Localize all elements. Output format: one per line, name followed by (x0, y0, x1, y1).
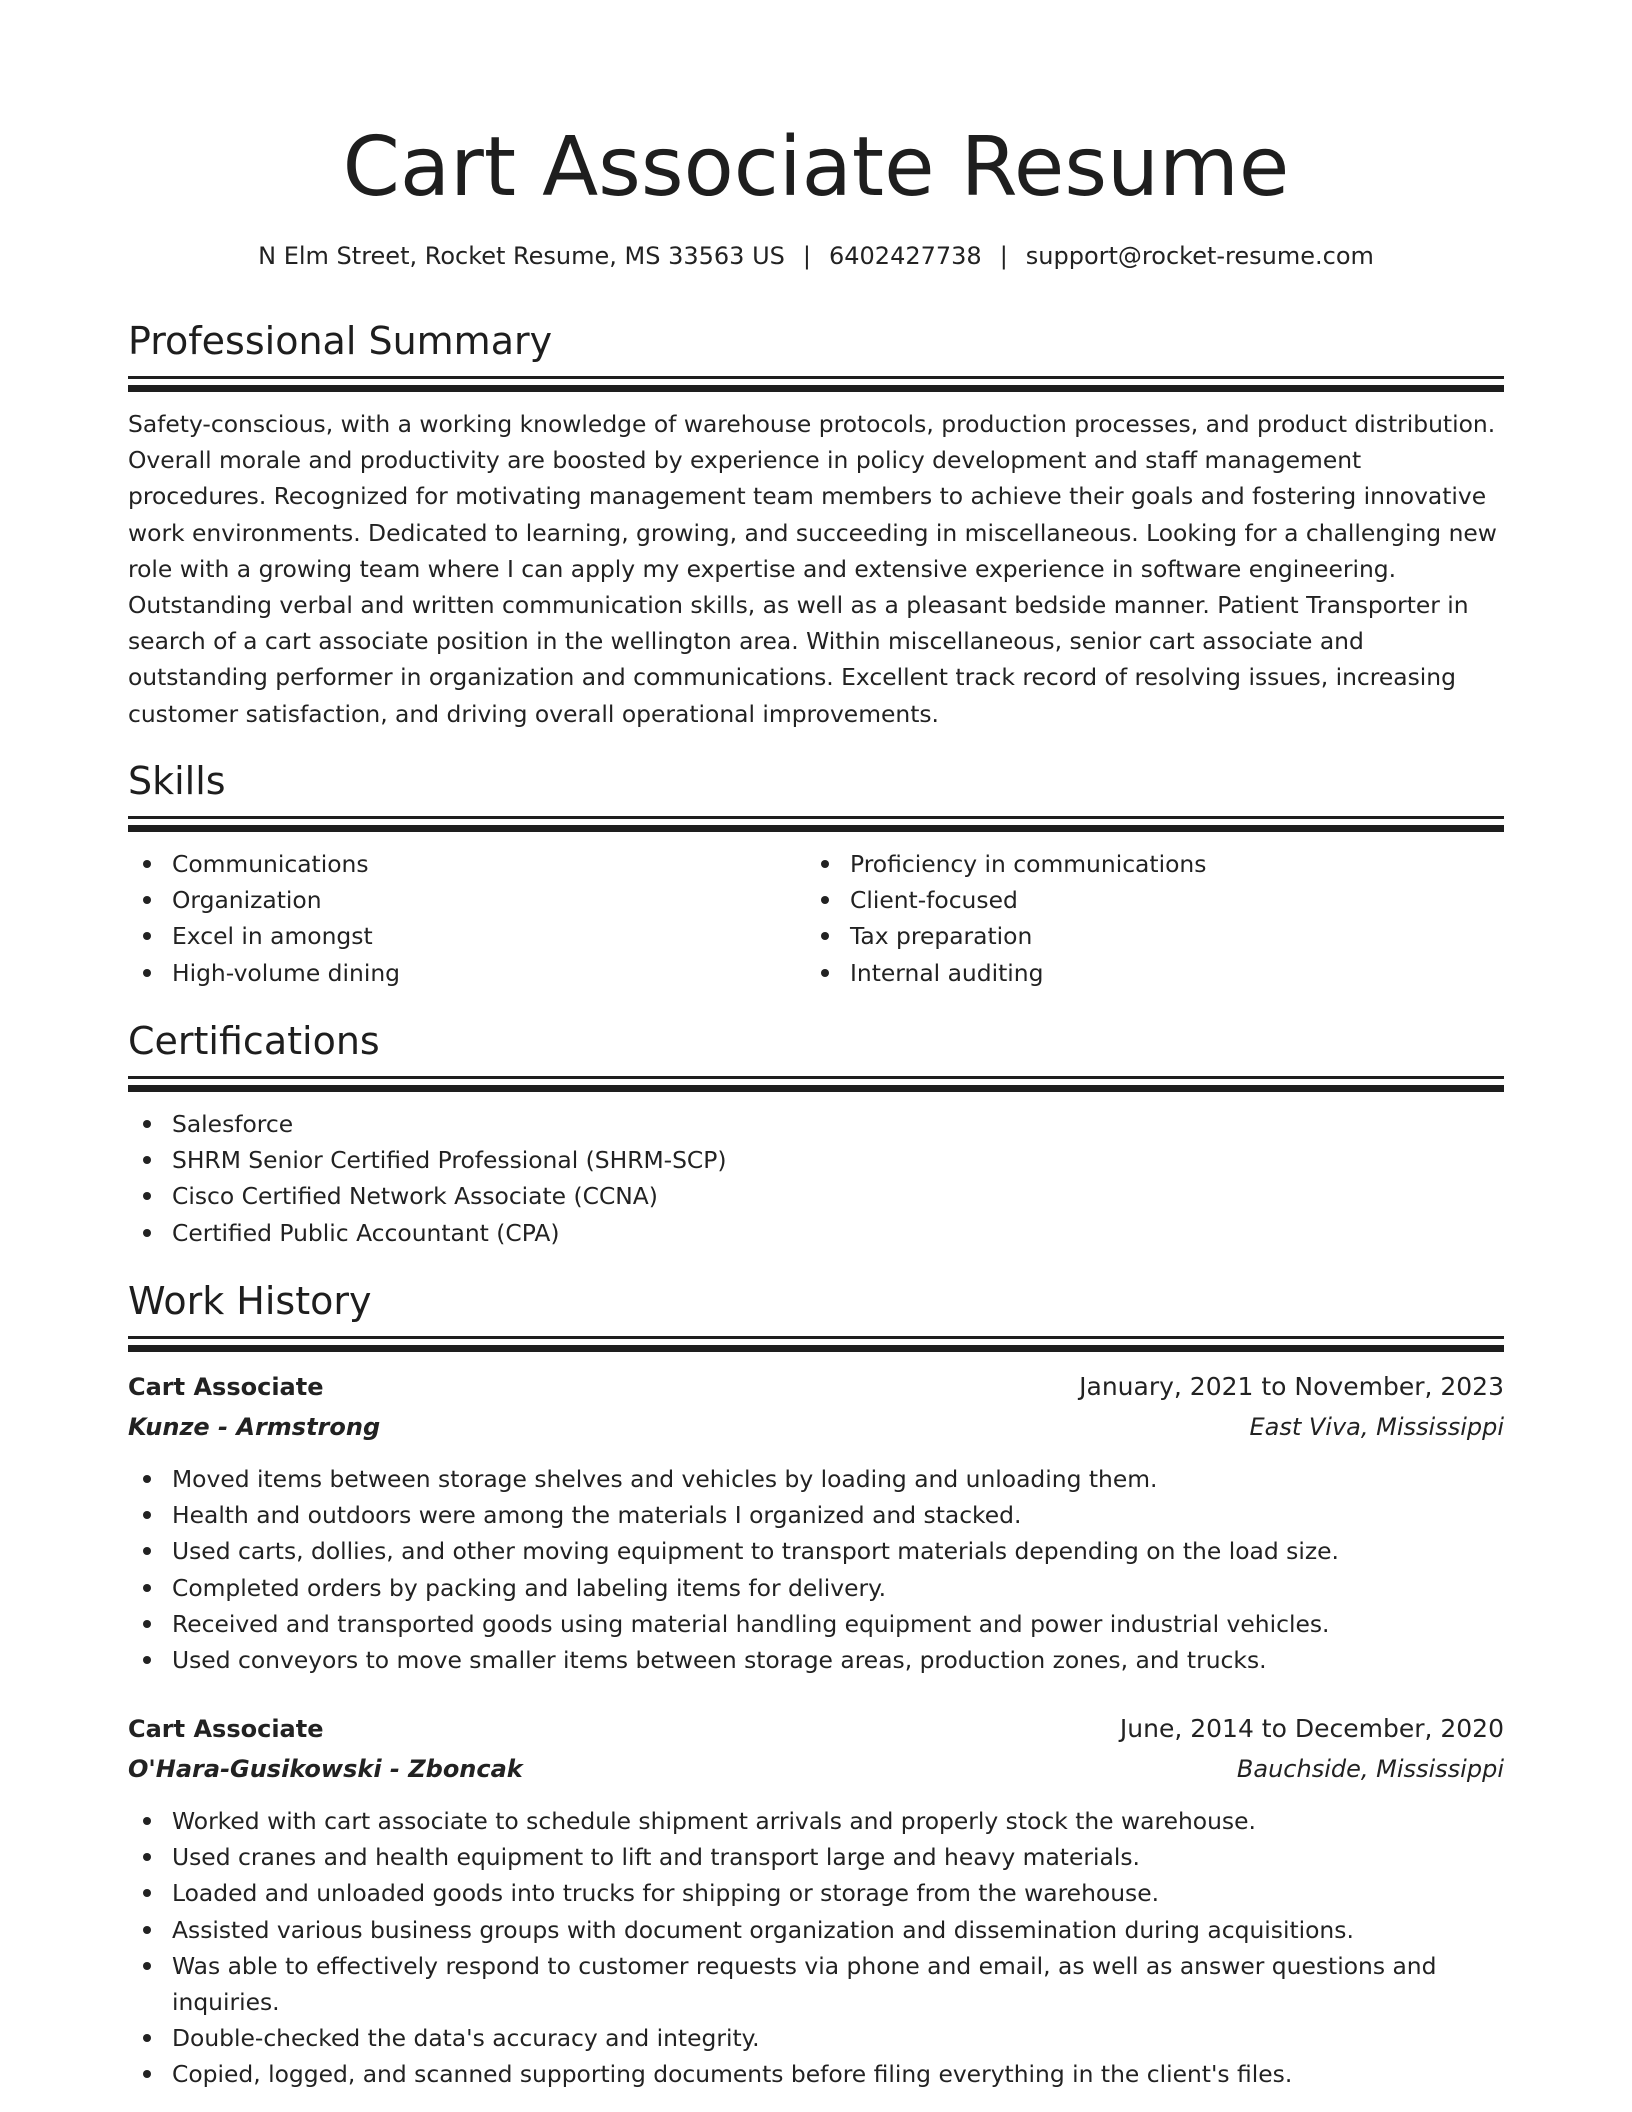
skill-item: Proficiency in communications (806, 846, 1484, 882)
job-bullet: Used cranes and health equipment to lift and transport large and heavy materials. (128, 1839, 1504, 1875)
skill-item: High-volume dining (128, 955, 806, 991)
job-bullet: Health and outdoors were among the materials I organized and stacked. (128, 1497, 1504, 1533)
job-bullet: Used conveyors to move smaller items between storage areas, production zones, and trucks. (128, 1642, 1504, 1678)
job-header-row (128, 1709, 1504, 1749)
job-bullet: Received and transported goods using material handling equipment and power industrial vehicles. (128, 1606, 1504, 1642)
job-entry (128, 1709, 1504, 2093)
contact-separator: | (802, 242, 811, 270)
section-rule-thick (128, 825, 1504, 832)
job-title: Cart Associate (128, 1373, 324, 1401)
skill-item: Client-focused (806, 882, 1484, 918)
skill-item: Excel in amongst (128, 918, 806, 954)
skills-grid (128, 846, 1504, 991)
job-bullet: Assisted various business groups with document organization and dissemination during acquisitions. (128, 1912, 1504, 1948)
section-rule-thick (128, 385, 1504, 392)
job-dates: June, 2014 to December, 2020 (1119, 1714, 1504, 1743)
contact-phone: 6402427738 (828, 242, 982, 270)
job-location: Bauchside, Mississippi (1236, 1755, 1504, 1783)
skills-section (128, 756, 1504, 991)
skill-item: Communications (128, 846, 806, 882)
job-company: O'Hara-Gusikowski - Zboncak (128, 1755, 523, 1783)
job-bullet: Completed orders by packing and labeling items for delivery. (128, 1570, 1504, 1606)
work-history-section (128, 1276, 1504, 1352)
certifications-section (128, 1016, 1504, 1251)
job-company-row (128, 1407, 1504, 1447)
job-bullet: Worked with cart associate to schedule shipment arrivals and properly stock the warehouse. (128, 1803, 1504, 1839)
skill-item: Organization (128, 882, 806, 918)
job-bullet: Copied, logged, and scanned supporting documents before filing everything in the client's files. (128, 2056, 1504, 2092)
job-bullet: Loaded and unloaded goods into trucks for shipping or storage from the warehouse. (128, 1875, 1504, 1911)
job-dates: January, 2021 to November, 2023 (1079, 1372, 1504, 1401)
job-title: Cart Associate (128, 1715, 324, 1743)
section-rule-thick (128, 1085, 1504, 1092)
section-rule (128, 816, 1504, 819)
job-entry (128, 1367, 1504, 1678)
skill-item: Internal auditing (806, 955, 1484, 991)
certification-item: Cisco Certified Network Associate (CCNA) (128, 1178, 1504, 1214)
job-bullet: Moved items between storage shelves and vehicles by loading and unloading them. (128, 1461, 1504, 1497)
skills-column-left (128, 846, 806, 991)
contact-address: N Elm Street, Rocket Resume, MS 33563 US (258, 242, 785, 270)
job-header-row (128, 1367, 1504, 1407)
job-company-row (128, 1749, 1504, 1789)
contact-email: support@rocket-resume.com (1025, 242, 1374, 270)
job-bullets (128, 1461, 1504, 1678)
job-bullet: Used carts, dollies, and other moving equipment to transport materials depending on the load size. (128, 1533, 1504, 1569)
summary-heading: Professional Summary (128, 319, 553, 363)
section-rule (128, 1336, 1504, 1339)
contact-line (128, 236, 1504, 276)
job-bullet: Was able to effectively respond to customer requests via phone and email, as well as answer questions and inquiries. (128, 1948, 1504, 2020)
summary-section (128, 316, 1504, 732)
resume-title: Cart Associate Resume (342, 120, 1290, 215)
job-location: East Viva, Mississippi (1249, 1413, 1504, 1441)
section-rule (128, 1076, 1504, 1079)
section-rule-thick (128, 1345, 1504, 1352)
certifications-heading: Certifications (128, 1019, 380, 1063)
certification-item: SHRM Senior Certified Professional (SHRM-SCP) (128, 1142, 1504, 1178)
skills-column-right (806, 846, 1484, 991)
certifications-list (128, 1106, 1504, 1251)
section-rule (128, 376, 1504, 379)
summary-text: Safety-conscious, with a working knowledge of warehouse protocols, production processes, and product distribution. Overall morale and productivity are boosted by experience in policy development and staff management procedures. Recognized for motivating management team members to achieve their goals and fostering innovative work environments. Dedicated to learning, growing, and succeeding in miscellaneous. Looking for a challenging new role with a growing team where I can apply my expertise and extensive experience in software engineering. Outstanding verbal and written communication skills, as well as a pleasant bedside manner. Patient Transporter in search of a cart associate position in the wellington area. Within miscellaneous, senior cart associate and outstanding performer in organization and communications. Excellent track record of resolving issues, increasing customer satisfaction, and driving overall operational improvements. (128, 410, 1497, 728)
job-company: Kunze - Armstrong (128, 1413, 381, 1441)
work-history-heading: Work History (128, 1279, 372, 1323)
certification-item: Salesforce (128, 1106, 1504, 1142)
certification-item: Certified Public Accountant (CPA) (128, 1215, 1504, 1251)
job-bullet: Double-checked the data's accuracy and integrity. (128, 2020, 1504, 2056)
job-bullets (128, 1803, 1504, 2093)
contact-separator: | (999, 242, 1008, 270)
skill-item: Tax preparation (806, 918, 1484, 954)
skills-heading: Skills (128, 759, 226, 803)
